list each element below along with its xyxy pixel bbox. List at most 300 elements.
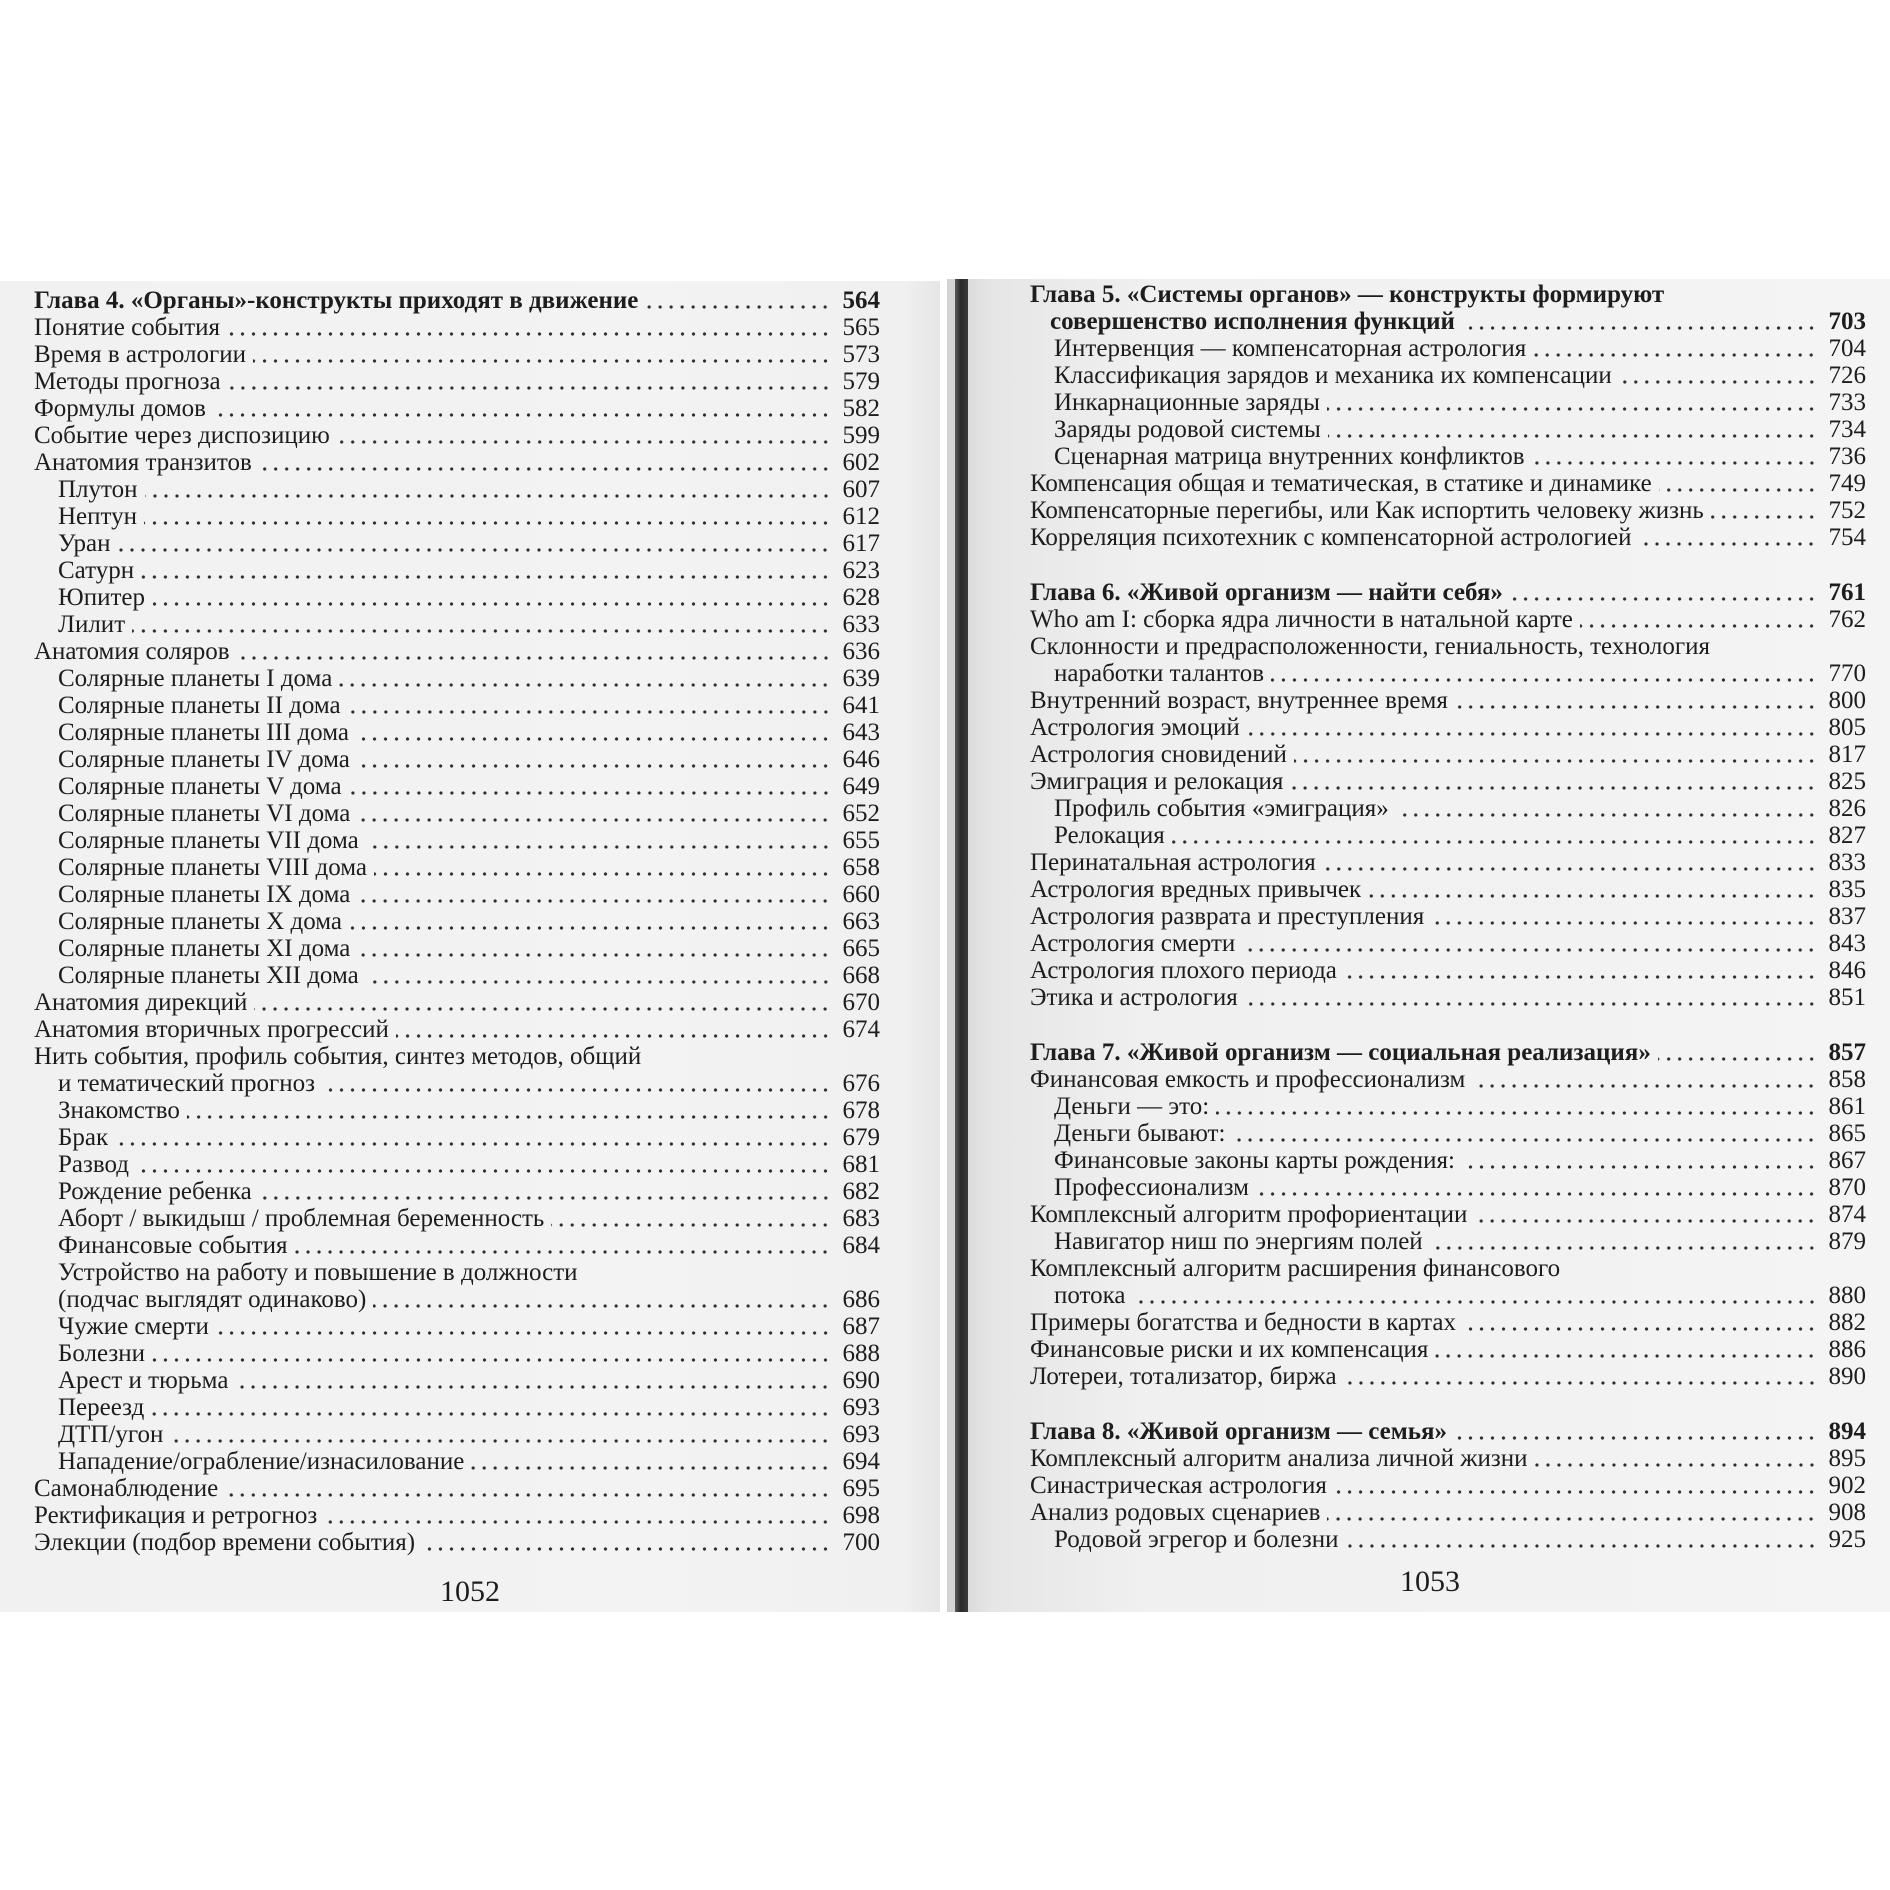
toc-entry-title: Плутон [58,476,138,503]
toc-line [1030,849,1866,876]
toc-line [34,1529,880,1556]
toc-entry-title: Компенсаторные перегибы, или Как испортить человеку жизнь [1030,497,1704,524]
toc-section-entry [1030,957,1866,984]
dot-leader [136,1151,831,1178]
toc-section-entry [34,368,880,395]
toc-line [1030,714,1866,741]
toc-entry-page: 658 [842,854,880,881]
toc-line [1030,1039,1866,1066]
toc-section-entry [1030,1336,1866,1363]
toc-entry-title: Нить события, профиль события, синтез методов, общий [34,1043,642,1070]
toc-entry-title: Заряды родовой системы [1054,416,1321,443]
toc-entry-title: Солярные планеты XI дома [58,935,351,962]
toc-line [34,1232,880,1259]
toc-line [1030,389,1866,416]
toc-entry-title: Болезни [58,1340,146,1367]
toc-line [1030,984,1866,1011]
chapter-heading [1030,1039,1866,1066]
toc-entry-title: Склонности и предрасположенности, гениальность, технология [1030,633,1710,660]
toc-entry-title: совершенство исполнения функций [1050,308,1455,335]
toc-entry-page: 874 [1828,1201,1866,1228]
toc-entry-page: 700 [842,1529,880,1556]
dot-leader [374,854,831,881]
toc-entry-page: 886 [1828,1336,1866,1363]
dot-leader [1346,1526,1817,1553]
toc-entry-page: 858 [1828,1066,1866,1093]
toc-entry-title: Лотереи, тотализатор, биржа [1030,1363,1337,1390]
dot-leader [227,314,831,341]
dot-leader [551,1205,831,1232]
toc-subsection-entry [34,1421,880,1448]
dot-leader [1232,1120,1817,1147]
toc-section-entry [1030,1309,1866,1336]
toc-subsection-entry [34,557,880,584]
toc-subsection-entry [1030,443,1866,470]
toc-entry-title: Классификация зарядов и механика их компенсации [1054,362,1612,389]
dot-leader [216,1313,831,1340]
toc-entry-page: 565 [842,314,880,341]
toc-line [1030,606,1866,633]
table-of-contents-right [1030,281,1866,1553]
toc-line [34,1124,880,1151]
toc-line [1030,1174,1866,1201]
dot-leader [1658,1039,1817,1066]
toc-line [1030,1093,1866,1120]
toc-entry-page: 870 [1828,1174,1866,1201]
toc-entry-page: 733 [1828,389,1866,416]
toc-entry-title: Анатомия соляров [34,638,230,665]
toc-entry-title: Финансовая емкость и профессионализм [1030,1066,1466,1093]
dot-leader [1368,876,1817,903]
toc-line [34,881,880,908]
toc-section-entry [1030,606,1866,633]
dot-leader [357,935,831,962]
dot-leader [357,746,831,773]
toc-line [1030,1066,1866,1093]
toc-entry-title: Событие через диспозицию [34,422,330,449]
toc-entry-page: 612 [842,503,880,530]
toc-subsection-entry [34,692,880,719]
toc-subsection-entry [1030,795,1866,822]
toc-section-entry [34,1502,880,1529]
toc-entry-title: Who am I: сборка ядра личности в натальной карте [1030,606,1573,633]
toc-entry-page: 678 [842,1097,880,1124]
toc-chapter [1030,1039,1866,1390]
toc-line [34,1367,880,1394]
toc-entry-title: Деньги бывают: [1054,1120,1226,1147]
dot-leader [1334,1472,1817,1499]
toc-subsection-entry [1030,335,1866,362]
toc-line [1030,687,1866,714]
toc-section-entry [1030,1255,1866,1309]
toc-entry-page: 694 [842,1448,880,1475]
toc-section-entry [1030,768,1866,795]
toc-entry-title: (подчас выглядят одинаково) [58,1286,367,1313]
toc-line [1030,1499,1866,1526]
toc-entry-title: Этика и астрология [1030,984,1238,1011]
dot-leader [324,1502,831,1529]
toc-entry-title: Глава 8. «Живой организм — семья» [1030,1418,1448,1445]
toc-section-entry [34,422,880,449]
toc-entry-title: Формулы домов [34,395,206,422]
toc-line [34,1340,880,1367]
toc-section-entry [1030,903,1866,930]
toc-entry-page: 602 [842,449,880,476]
toc-line [1030,876,1866,903]
toc-entry-page: 902 [1828,1472,1866,1499]
dot-leader [1462,1147,1817,1174]
toc-entry-title: Эмиграция и релокация [1030,768,1284,795]
dot-leader [1430,1228,1817,1255]
dot-leader [115,1124,831,1151]
toc-entry-page: 749 [1828,470,1866,497]
dot-leader [357,881,831,908]
toc-line [34,314,880,341]
toc-subsection-entry [34,611,880,638]
toc-subsection-entry [34,827,880,854]
chapter-heading [1030,1418,1866,1445]
toc-entry-title: Методы прогноза [34,368,221,395]
toc-chapter [1030,281,1866,551]
toc-entry-title: Уран [58,530,111,557]
toc-entry-title: Финансовые законы карты рождения: [1054,1147,1455,1174]
toc-entry-page: 693 [842,1421,880,1448]
toc-entry-title: Примеры богатства и бедности в картах [1030,1309,1456,1336]
toc-subsection-entry [34,1097,880,1124]
toc-line [1030,1147,1866,1174]
toc-entry-page: 800 [1828,687,1866,714]
toc-line [1030,524,1866,551]
toc-line [34,395,880,422]
dot-leader [254,989,831,1016]
toc-entry-title: Солярные планеты XII дома [58,962,359,989]
toc-entry-title: Солярные планеты VIII дома [58,854,368,881]
toc-subsection-entry [34,1367,880,1394]
dot-leader [1242,930,1817,957]
toc-entry-title: Анатомия вторичных прогрессий [34,1016,389,1043]
toc-line [34,989,880,1016]
toc-entry-page: 703 [1828,308,1866,335]
toc-subsection-entry [34,908,880,935]
table-of-contents-left [34,287,880,1556]
toc-section-entry [34,1016,880,1043]
toc-entry-title: Астрология смерти [1030,930,1236,957]
dot-leader [1462,308,1817,335]
toc-line [34,1313,880,1340]
toc-entry-page: 827 [1828,822,1866,849]
dot-leader [348,692,831,719]
toc-section-entry [1030,930,1866,957]
toc-section-entry [1030,1066,1866,1093]
toc-section-entry [34,1475,880,1502]
dot-leader [213,395,831,422]
toc-entry-page: 623 [842,557,880,584]
toc-entry-title: Корреляция психотехник с компенсаторной астрологией [1030,524,1632,551]
toc-entry-title: Анатомия транзитов [34,449,252,476]
toc-subsection-entry [1030,1228,1866,1255]
dot-leader [357,800,831,827]
toc-section-entry [34,989,880,1016]
toc-entry-title: Брак [58,1124,109,1151]
dot-leader [1638,524,1817,551]
toc-subsection-entry [34,1259,880,1313]
chapter-heading [1030,281,1866,335]
toc-line [1030,416,1866,443]
toc-line [1030,957,1866,984]
toc-line [34,692,880,719]
toc-line [34,1502,880,1529]
toc-line [34,1205,880,1232]
toc-entry-title: Элекции (подбор времени события) [34,1529,416,1556]
toc-entry-page: 762 [1828,606,1866,633]
toc-entry-title: Глава 5. «Системы органов» — конструкты формируют [1030,281,1665,308]
toc-subsection-entry [34,584,880,611]
toc-line [34,1286,880,1313]
toc-entry-title: Финансовые события [58,1232,288,1259]
toc-line [34,1178,880,1205]
toc-entry-page: 665 [842,935,880,962]
toc-line [34,935,880,962]
toc-line [1030,308,1866,335]
toc-entry-title: наработки талантов [1054,660,1265,687]
toc-entry-title: Нептун [58,503,138,530]
toc-subsection-entry [1030,1120,1866,1147]
toc-entry-title: Солярные планеты V дома [58,773,342,800]
dot-leader [1711,497,1817,524]
toc-line [34,341,880,368]
toc-entry-page: 825 [1828,768,1866,795]
toc-entry-page: 879 [1828,1228,1866,1255]
dot-leader [1532,443,1817,470]
toc-entry-page: 684 [842,1232,880,1259]
toc-line [1030,579,1866,606]
toc-line [34,368,880,395]
toc-line [34,1097,880,1124]
dot-leader [1133,1282,1817,1309]
toc-entry-page: 676 [842,1070,880,1097]
toc-section-entry [1030,1201,1866,1228]
toc-entry-title: Знакомство [58,1097,180,1124]
dot-leader [1327,1499,1817,1526]
toc-line [34,1448,880,1475]
toc-entry-page: 641 [842,692,880,719]
toc-line [34,638,880,665]
dot-leader [259,1178,831,1205]
dot-leader [151,1394,831,1421]
toc-entry-page: 674 [842,1016,880,1043]
toc-line [1030,1309,1866,1336]
toc-section-entry [34,449,880,476]
toc-entry-page: 770 [1828,660,1866,687]
toc-line [34,611,880,638]
toc-subsection-entry [1030,1526,1866,1553]
toc-entry-page: 693 [842,1394,880,1421]
toc-entry-page: 582 [842,395,880,422]
dot-leader [1216,1093,1817,1120]
dot-leader [322,1070,831,1097]
toc-entry-title: Комплексный алгоритм анализа личной жизни [1030,1445,1528,1472]
toc-line [1030,1472,1866,1499]
toc-entry-page: 857 [1828,1039,1866,1066]
toc-entry-page: 628 [842,584,880,611]
dot-leader [144,503,831,530]
toc-entry-page: 894 [1828,1418,1866,1445]
toc-section-entry [34,314,880,341]
chapter-heading [34,287,880,314]
toc-entry-title: потока [1054,1282,1126,1309]
toc-line [1030,741,1866,768]
toc-section-entry [1030,714,1866,741]
toc-entry-title: Навигатор ниш по энергиям полей [1054,1228,1423,1255]
toc-section-entry [34,341,880,368]
dot-leader [1431,903,1817,930]
toc-section-entry [1030,876,1866,903]
toc-section-entry [1030,849,1866,876]
toc-entry-title: Деньги — это: [1054,1093,1210,1120]
toc-section-entry [1030,497,1866,524]
toc-line [34,557,880,584]
toc-line [1030,470,1866,497]
toc-entry-page: 761 [1828,579,1866,606]
dot-leader [339,665,831,692]
toc-subsection-entry [34,503,880,530]
toc-entry-title: Сценарная матрица внутренних конфликтов [1054,443,1525,470]
toc-subsection-entry [34,962,880,989]
toc-chapter [1030,579,1866,1011]
toc-entry-title: Сатурн [58,557,135,584]
toc-entry-page: 833 [1828,849,1866,876]
toc-line [34,827,880,854]
dot-leader [1271,660,1817,687]
toc-entry-page: 617 [842,530,880,557]
toc-entry-title: Солярные планеты IV дома [58,746,350,773]
dot-leader [187,1097,831,1124]
dot-leader [373,1286,831,1313]
toc-line [34,719,880,746]
toc-entry-page: 573 [842,341,880,368]
toc-entry-page: 663 [842,908,880,935]
toc-entry-page: 681 [842,1151,880,1178]
toc-line [1030,1336,1866,1363]
toc-subsection-entry [1030,1174,1866,1201]
toc-entry-title: Чужие смерти [58,1313,209,1340]
dot-leader [235,1367,831,1394]
toc-entry-title: Солярные планеты I дома [58,665,333,692]
toc-entry-title: Солярные планеты VII дома [58,827,359,854]
toc-section-entry [1030,524,1866,551]
toc-entry-title: Анализ родовых сценариев [1030,1499,1321,1526]
toc-entry-page: 754 [1828,524,1866,551]
toc-section-entry [1030,633,1866,687]
dot-leader [225,1475,831,1502]
toc-line [34,1394,880,1421]
toc-subsection-entry [1030,1093,1866,1120]
toc-entry-page: 865 [1828,1120,1866,1147]
dot-leader [294,1232,831,1259]
toc-line [34,1151,880,1178]
toc-entry-page: 683 [842,1205,880,1232]
toc-entry-page: 668 [842,962,880,989]
toc-entry-title: Солярные планеты X дома [58,908,343,935]
toc-entry-page: 890 [1828,1363,1866,1390]
toc-entry-page: 688 [842,1340,880,1367]
toc-entry-page: 652 [842,800,880,827]
toc-subsection-entry [1030,822,1866,849]
toc-entry-title: Нападение/ограбление/изнасилование [58,1448,465,1475]
toc-entry-title: ДТП/угон [58,1421,164,1448]
toc-entry-title: Глава 6. «Живой организм — найти себя» [1030,579,1503,606]
dot-leader [1247,714,1817,741]
toc-entry-page: 882 [1828,1309,1866,1336]
toc-line [34,962,880,989]
toc-section-entry [1030,984,1866,1011]
dot-leader [228,368,831,395]
dot-leader [471,1448,831,1475]
toc-section-entry [34,395,880,422]
toc-entry-page: 655 [842,827,880,854]
toc-subsection-entry [34,1178,880,1205]
toc-subsection-entry [1030,416,1866,443]
toc-subsection-entry [34,1394,880,1421]
dot-leader [366,827,831,854]
toc-subsection-entry [34,881,880,908]
toc-entry-page: 643 [842,719,880,746]
chapter-heading [1030,579,1866,606]
toc-subsection-entry [34,800,880,827]
toc-line [1030,768,1866,795]
toc-section-entry [1030,470,1866,497]
toc-entry-page: 837 [1828,903,1866,930]
toc-subsection-entry [34,935,880,962]
toc-entry-page: 846 [1828,957,1866,984]
toc-line [34,773,880,800]
toc-entry-title: Устройство на работу и повышение в должности [58,1259,578,1286]
dot-leader [1172,822,1817,849]
toc-entry-page: 636 [842,638,880,665]
toc-subsection-entry [34,1340,880,1367]
toc-entry-title: Внутренний возраст, внутреннее время [1030,687,1448,714]
toc-subsection-entry [1030,1147,1866,1174]
toc-line [34,800,880,827]
toc-entry-page: 660 [842,881,880,908]
toc-entry-page: 704 [1828,335,1866,362]
toc-section-entry [34,1529,880,1556]
toc-subsection-entry [34,746,880,773]
toc-line [1030,1526,1866,1553]
toc-entry-page: 925 [1828,1526,1866,1553]
toc-line [1030,1282,1866,1309]
toc-entry-title: Глава 7. «Живой организм — социальная реализация» [1030,1039,1651,1066]
toc-subsection-entry [34,1124,880,1151]
dot-leader [145,476,831,503]
toc-line [1030,1445,1866,1472]
dot-leader [1344,957,1817,984]
toc-entry-title: Солярные планеты II дома [58,692,341,719]
toc-entry-title: Самонаблюдение [34,1475,219,1502]
dot-leader [253,341,831,368]
toc-subsection-entry [34,1313,880,1340]
toc-line [1030,903,1866,930]
toc-subsection-entry [34,476,880,503]
dot-leader [1580,606,1817,633]
toc-entry-title: Родовой эгрегор и болезни [1054,1526,1339,1553]
toc-entry-page: 649 [842,773,880,800]
toc-line [1030,497,1866,524]
dot-leader [337,422,831,449]
toc-entry-title: Профиль события «эмиграция» [1054,795,1389,822]
toc-entry-title: Астрология сновидений [1030,741,1287,768]
toc-section-entry [1030,1472,1866,1499]
